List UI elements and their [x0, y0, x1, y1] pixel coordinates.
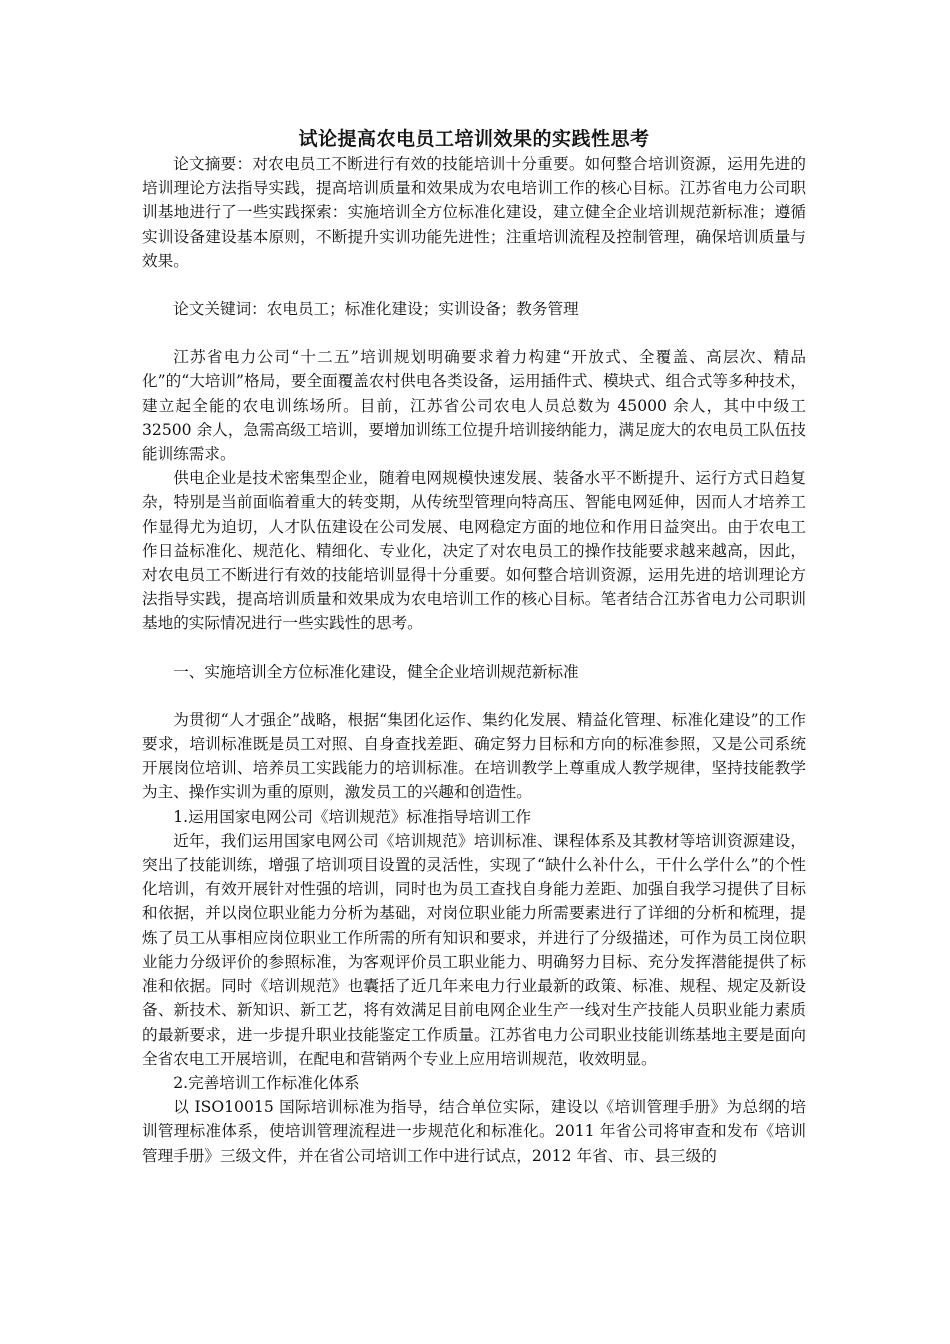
intro-paragraph-2: 供电企业是技术密集型企业，随着电网规模快速发展、装备水平不断提升、运行方式日趋复杂，特别是当前面临着重大的转变期，从传统型管理向特高压、智能电网延伸，因而人才培养工作显得尤为迫切，人才队伍建设在公司发展、电网稳定方面的地位和作用日益突出。由于农电工作日益标准化、规范化、精细化、专业化，决定了对农电员工的操作技能要求越来越高，因此，对农电员工不断进行有效的技能培训显得十分重要。如何整合培训资源，运用先进的培训理论方法指导实践，提高培训质量和效果成为农电培训工作的核心目标。笔者结合江苏省电力公司职训基地的实际情况进行一些实践性的思考。 [142, 469, 806, 633]
keywords-paragraph: 论文关键词：农电员工；标准化建设；实训设备；教务管理 [173, 300, 579, 319]
section-1-heading: 一、实施培训全方位标准化建设，健全企业培训规范新标准 [173, 662, 579, 681]
abstract-paragraph: 论文摘要：对农电员工不断进行有效的技能培训十分重要。如何整合培训资源，运用先进的培训理论方法指导实践，提高培训质量和效果成为农电培训工作的核心目标。江苏省电力公司职训基地进行了一些实践探索：实施培训全方位标准化建设，建立健全企业培训规范新标准；遵循实训设备建设基本原则，不断提升实训功能先进性；注重培训流程及控制管理，确保培训质量与效果。 [142, 155, 806, 270]
document-title: 试论提高农电员工培训效果的实践性思考 [298, 128, 650, 150]
subsection-1-paragraph: 近年，我们运用国家电网公司《培训规范》培训标准、课程体系及其教材等培训资源建设，突出了技能训练，增强了培训项目设置的灵活性，实现了“缺什么补什么，干什么学什么”的个性化培训，有效开展针对性强的培训，同时也为员工查找自身能力差距、加强自我学习提供了目标和依据，并以岗位职业能力分析为基础，对岗位职业能力所需要素进行了详细的分析和梳理，提炼了员工从事相应岗位职业工作所需的所有知识和要求，并进行了分级描述，可作为员工岗位职业能力分级评价的参照标准，为客观评价员工职业能力、明确努力目标、充分发挥潜能提供了标准和依据。同时《培训规范》也囊括了近几年来电力行业最新的政策、标准、规程、规定及新设备、新技术、新知识、新工艺，将有效满足目前电网企业生产一线对生产技能人员职业能力素质的最新要求，进一步提升职业技能鉴定工作质量。江苏省电力公司职业技能训练基地主要是面向全省农电工开展培训，在配电和营销两个专业上应用培训规范，收效明显。 [142, 831, 806, 1068]
subsection-1-heading: 1.运用国家电网公司《培训规范》标准指导培训工作 [173, 807, 532, 826]
intro-paragraph-1: 江苏省电力公司“十二五”培训规划明确要求着力构建“开放式、全覆盖、高层次、精品化”的“大培训”格局，要全面覆盖农村供电各类设备，运用插件式、模块式、组合式等多种技术，建立起全能的农电训练场所。目前，江苏省公司农电人员总数为 45000 余人，其中中级工 32500 余人，急需高级工培训，要增加训练工位提升培训接纳能力，满足庞大的农电员工队伍技能训练需求。 [142, 348, 806, 464]
subsection-2-heading: 2.完善培训工作标准化体系 [173, 1073, 360, 1092]
section-1-intro-paragraph: 为贯彻“人才强企”战略，根据“集团化运作、集约化发展、精益化管理、标准化建设”的工作要求，培训标准既是员工对照、自身查找差距、确定努力目标和方向的标准参照，又是公司系统开展岗位培训、培养员工实践能力的培训标准。在培训教学上尊重成人教学规律，坚持技能教学为主、操作实训为重的原则，激发员工的兴趣和创造性。 [142, 710, 806, 802]
document-page [142, 118, 806, 1168]
subsection-2-paragraph: 以 ISO10015 国际培训标准为指导，结合单位实际，建设以《培训管理手册》为总纲的培训管理标准体系，使培训管理流程进一步规范化和标准化。2011 年省公司将审查和发布《培训管理手册》三级文件，并在省公司培训工作中进行试点，2012 年省、市、县三级的 [142, 1098, 806, 1165]
